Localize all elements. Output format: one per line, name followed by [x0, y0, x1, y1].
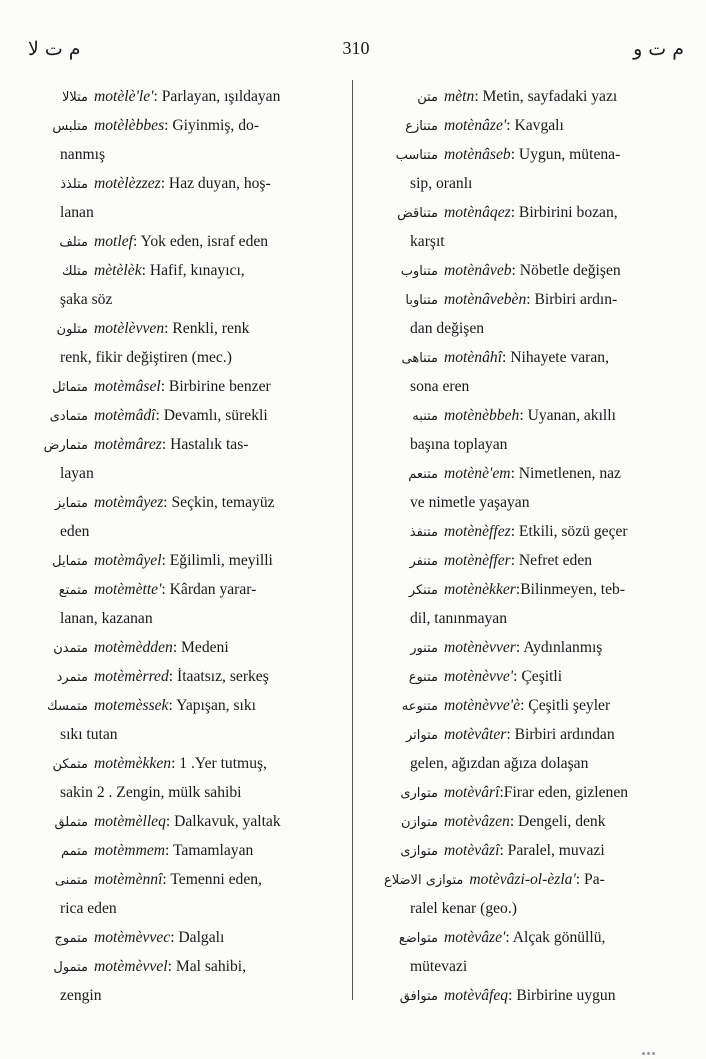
arabic-headword: متواضع — [398, 931, 438, 946]
definition-text: : Uygun, mütena- — [510, 146, 621, 163]
entry-first-line — [34, 372, 344, 401]
dictionary-entry — [34, 227, 344, 256]
dictionary-entry — [34, 691, 344, 749]
definition-text: : Birbirine uygun — [508, 987, 616, 1004]
entry-continuation — [34, 778, 344, 807]
entry-continuation — [34, 285, 344, 314]
transliterated-headword: motèmèkken — [94, 755, 172, 772]
definition-text: sona eren — [410, 378, 470, 395]
definition-text: sakin 2 . Zengin, mülk sahibi — [60, 784, 242, 801]
definition-text: : İtaatsız, serkeş — [168, 668, 269, 685]
transliterated-headword: motènèffer — [444, 552, 511, 569]
definition-text: : Hafif, kınayıcı, — [141, 262, 245, 279]
arabic-headword: متنفر — [409, 554, 438, 569]
transliterated-headword: motèvâter — [444, 726, 507, 743]
entry-continuation — [384, 894, 686, 923]
definition-text: : Eğilimli, meyilli — [161, 552, 273, 569]
arabic-headword: متمول — [53, 960, 88, 975]
entry-first-line — [34, 227, 344, 256]
transliterated-headword: motènèffez — [444, 523, 511, 540]
definition-text: : Temenni eden, — [162, 871, 262, 888]
entry-continuation — [384, 430, 686, 459]
definition-text: : Kavgalı — [506, 117, 564, 134]
entry-continuation — [384, 372, 686, 401]
transliterated-headword: motènâveb — [444, 262, 512, 279]
definition-text: sip, oranlı — [410, 175, 473, 192]
definition-text: : Nöbetle değişen — [511, 262, 621, 279]
definition-text: : Aydınlanmış — [515, 639, 603, 656]
transliterated-headword: motèvâzi-ol-èzla' — [469, 871, 576, 888]
dictionary-entry — [384, 807, 686, 836]
entry-continuation — [384, 169, 686, 198]
transliterated-headword: motèvâze' — [444, 929, 506, 946]
definition-text: zengin — [60, 987, 102, 1004]
arabic-headword: متواتر — [405, 728, 438, 743]
definition-text: : Birbiri ardından — [506, 726, 615, 743]
page-header — [28, 38, 684, 68]
entry-first-line — [384, 256, 686, 285]
dictionary-entry — [384, 575, 686, 633]
entry-first-line — [384, 459, 686, 488]
dictionary-entry — [384, 256, 686, 285]
definition-text: : Metin, sayfadaki yazı — [474, 88, 618, 105]
definition-text: : Mal sahibi, — [167, 958, 246, 975]
arabic-headword: متنفذ — [409, 525, 438, 540]
arabic-headword: متلالا — [61, 90, 88, 105]
transliterated-headword: motèlèvven — [94, 320, 165, 337]
entry-first-line — [34, 923, 344, 952]
arabic-headword: متنازع — [405, 119, 438, 134]
right-column — [384, 82, 686, 1010]
definition-text: : Yapışan, sıkı — [168, 697, 257, 714]
dictionary-entry — [34, 82, 344, 111]
transliterated-headword: motèmâsel — [94, 378, 161, 395]
entry-first-line — [384, 923, 686, 952]
definition-text: : Giyinmiş, do- — [164, 117, 260, 134]
dictionary-entry — [34, 662, 344, 691]
transliterated-headword: motèlè'le' — [94, 88, 154, 105]
transliterated-headword: motènâseb — [444, 146, 511, 163]
transliterated-headword: motèmmem — [94, 842, 166, 859]
definition-text: ve nimetle yaşayan — [410, 494, 530, 511]
arabic-headword: متن — [417, 90, 438, 105]
definition-text: : Haz duyan, hoş- — [160, 175, 271, 192]
dictionary-entry — [384, 343, 686, 401]
dictionary-entry — [384, 633, 686, 662]
dictionary-entry — [384, 198, 686, 256]
entry-continuation — [34, 140, 344, 169]
entry-first-line — [384, 778, 686, 807]
entry-first-line — [384, 401, 686, 430]
definition-text: : Parlayan, ışıldayan — [153, 88, 281, 105]
dictionary-entry — [384, 401, 686, 459]
entry-continuation — [34, 198, 344, 227]
definition-text: : Dalkavuk, yaltak — [165, 813, 281, 830]
dictionary-entry — [34, 633, 344, 662]
transliterated-headword: motemèssek — [94, 697, 169, 714]
dictionary-entry — [384, 517, 686, 546]
transliterated-headword: motèmârez — [94, 436, 162, 453]
arabic-headword: متمايز — [54, 496, 88, 511]
dictionary-entry — [34, 575, 344, 633]
definition-text: : Seçkin, temayüz — [163, 494, 275, 511]
arabic-headword: متنبه — [412, 409, 438, 424]
definition-text: : Devamlı, sürekli — [155, 407, 268, 424]
definition-text: dil, tanınmayan — [410, 610, 508, 627]
definition-text: lanan — [60, 204, 94, 221]
entry-first-line — [34, 749, 344, 778]
definition-text: karşıt — [410, 233, 445, 250]
entry-first-line — [384, 343, 686, 372]
transliterated-headword: mètn — [444, 88, 475, 105]
arabic-headword: متمرد — [56, 670, 88, 685]
definition-text: : Uyanan, akıllı — [519, 407, 616, 424]
entry-first-line — [34, 82, 344, 111]
entry-first-line — [384, 865, 686, 894]
arabic-headword: متلذذ — [60, 177, 88, 192]
dictionary-entry — [384, 546, 686, 575]
entry-first-line — [384, 198, 686, 227]
definition-text: mütevazi — [410, 958, 468, 975]
arabic-headword: متناسب — [395, 148, 438, 163]
transliterated-headword: motèmâyez — [94, 494, 164, 511]
arabic-headword: متنور — [410, 641, 438, 656]
entry-continuation — [34, 517, 344, 546]
arabic-headword: متوافق — [399, 989, 438, 1004]
entry-first-line — [384, 836, 686, 865]
definition-text: : 1 .Yer tutmuş, — [171, 755, 267, 772]
entry-first-line — [34, 488, 344, 517]
transliterated-headword: motèlèbbes — [94, 117, 165, 134]
entry-first-line — [384, 691, 686, 720]
definition-text: : Çeşitli — [513, 668, 563, 685]
entry-first-line — [34, 836, 344, 865]
entry-first-line — [384, 517, 686, 546]
dictionary-entry — [384, 923, 686, 981]
definition-text: ralel kenar (geo.) — [410, 900, 517, 917]
transliterated-headword: motèmèrred — [94, 668, 169, 685]
transliterated-headword: motènâze' — [444, 117, 507, 134]
dictionary-entry — [34, 807, 344, 836]
arabic-headword: متنكر — [408, 583, 438, 598]
transliterated-headword: motènâqez — [444, 204, 511, 221]
definition-text: gelen, ağızdan ağıza dolaşan — [410, 755, 589, 772]
dictionary-entry — [34, 169, 344, 227]
left-column — [34, 82, 344, 1010]
dictionary-entry — [34, 111, 344, 169]
definition-text: : Nihayete varan, — [502, 349, 609, 366]
footer-dots — [642, 1040, 660, 1046]
entry-continuation — [384, 604, 686, 633]
arabic-headword: متمكن — [52, 757, 88, 772]
entry-first-line — [384, 807, 686, 836]
entry-continuation — [34, 720, 344, 749]
transliterated-headword: motènèvve'è — [444, 697, 521, 714]
dictionary-entry — [34, 836, 344, 865]
definition-text: sıkı tutan — [60, 726, 118, 743]
entry-first-line — [34, 633, 344, 662]
dictionary-entry — [34, 401, 344, 430]
entry-continuation — [34, 343, 344, 372]
dictionary-entry — [384, 691, 686, 720]
entry-first-line — [34, 865, 344, 894]
definition-text: eden — [60, 523, 90, 540]
transliterated-headword: motènè'em — [444, 465, 511, 482]
transliterated-headword: motènâvebèn — [444, 291, 527, 308]
definition-text: başına toplayan — [410, 436, 508, 453]
arabic-headword: متمتع — [58, 583, 88, 598]
entry-first-line — [384, 662, 686, 691]
header-left-guideword: م ت لا — [28, 38, 81, 60]
entry-continuation — [384, 488, 686, 517]
transliterated-headword: motèmètte' — [94, 581, 162, 598]
dictionary-entry — [34, 923, 344, 952]
entry-continuation — [384, 952, 686, 981]
arabic-headword: متناوبا — [405, 293, 438, 308]
transliterated-headword: motlef — [94, 233, 133, 250]
arabic-headword: متماثل — [52, 380, 88, 395]
entry-continuation — [34, 459, 344, 488]
transliterated-headword: motènèkker — [444, 581, 516, 598]
definition-text: : Nefret eden — [510, 552, 593, 569]
definition-text: : Tamamlayan — [165, 842, 254, 859]
transliterated-headword: motèmèvvel — [94, 958, 168, 975]
dictionary-entry — [34, 952, 344, 1010]
definition-text: dan değişen — [410, 320, 485, 337]
arabic-headword: متناهى — [401, 351, 438, 366]
definition-text: : Medeni — [172, 639, 229, 656]
entry-continuation — [34, 894, 344, 923]
definition-text: :Bilinmeyen, teb- — [515, 581, 626, 598]
arabic-headword: متمدن — [53, 641, 88, 656]
arabic-headword: متناوب — [400, 264, 438, 279]
dictionary-entry — [34, 488, 344, 546]
arabic-headword: متوارى — [400, 786, 438, 801]
arabic-headword: متنوع — [408, 670, 438, 685]
definition-text: nanmış — [60, 146, 106, 163]
arabic-headword: متوازى الاضلاع — [384, 873, 464, 888]
entry-first-line — [384, 285, 686, 314]
transliterated-headword: mètèlèk — [94, 262, 142, 279]
arabic-headword: متمادى — [49, 409, 88, 424]
definition-text: rica eden — [60, 900, 117, 917]
definition-text: : Dengeli, denk — [509, 813, 606, 830]
dictionary-entry — [34, 546, 344, 575]
entry-first-line — [34, 952, 344, 981]
entry-continuation — [384, 314, 686, 343]
definition-text: : Renkli, renk — [164, 320, 250, 337]
arabic-headword: متملق — [54, 815, 88, 830]
arabic-headword: متوازى — [400, 844, 438, 859]
transliterated-headword: motènâhî — [444, 349, 503, 366]
entry-first-line — [34, 111, 344, 140]
dictionary-entry — [384, 285, 686, 343]
arabic-headword: متمايل — [52, 554, 88, 569]
dictionary-entry — [34, 314, 344, 372]
definition-text: : Yok eden, israf eden — [132, 233, 269, 250]
transliterated-headword: motèlèzzez — [94, 175, 161, 192]
entry-first-line — [384, 82, 686, 111]
definition-text: : Kârdan yarar- — [161, 581, 257, 598]
entry-first-line — [34, 691, 344, 720]
page-number: 310 — [342, 38, 370, 58]
definition-text: renk, fikir değiştiren (mec.) — [60, 349, 232, 366]
dictionary-entry — [384, 720, 686, 778]
dictionary-entry — [384, 865, 686, 923]
entry-continuation — [34, 981, 344, 1010]
entry-first-line — [384, 140, 686, 169]
transliterated-headword: motèmènnî — [94, 871, 163, 888]
definition-text: : Pa- — [575, 871, 605, 888]
entry-first-line — [34, 807, 344, 836]
definition-text: : Alçak gönüllü, — [505, 929, 606, 946]
definition-text: : Dalgalı — [170, 929, 225, 946]
definition-text: : Birbirine benzer — [160, 378, 271, 395]
definition-text: : Etkili, sözü geçer — [510, 523, 628, 540]
entry-first-line — [34, 430, 344, 459]
arabic-headword: متناقض — [397, 206, 438, 221]
arabic-headword: متنعم — [408, 467, 438, 482]
transliterated-headword: motènèvver — [444, 639, 516, 656]
transliterated-headword: motèvâzen — [444, 813, 510, 830]
entry-first-line — [384, 633, 686, 662]
dictionary-entry — [384, 111, 686, 140]
definition-text: layan — [60, 465, 94, 482]
column-divider — [352, 80, 353, 1000]
entry-first-line — [34, 314, 344, 343]
arabic-headword: متلبس — [52, 119, 88, 134]
dictionary-entry — [34, 865, 344, 923]
transliterated-headword: motènèvve' — [444, 668, 514, 685]
transliterated-headword: motèvâfeq — [444, 987, 509, 1004]
arabic-headword: متمم — [60, 844, 88, 859]
transliterated-headword: motèvâzî — [444, 842, 500, 859]
entry-first-line — [384, 720, 686, 749]
transliterated-headword: motèvârî — [444, 784, 500, 801]
arabic-headword: متلف — [59, 235, 88, 250]
transliterated-headword: motèmèdden — [94, 639, 173, 656]
dictionary-entry — [384, 836, 686, 865]
dictionary-entry — [34, 256, 344, 314]
arabic-headword: متلك — [61, 264, 88, 279]
entry-first-line — [34, 256, 344, 285]
entry-first-line — [34, 575, 344, 604]
dictionary-entry — [384, 662, 686, 691]
arabic-headword: متمنى — [54, 873, 88, 888]
entry-continuation — [384, 227, 686, 256]
entry-first-line — [34, 169, 344, 198]
entry-first-line — [384, 546, 686, 575]
entry-first-line — [384, 981, 686, 1010]
dictionary-entry — [34, 749, 344, 807]
definition-text: : Çeşitli şeyler — [520, 697, 611, 714]
definition-text: : Birbiri ardın- — [526, 291, 618, 308]
arabic-headword: متمسك — [47, 699, 88, 714]
definition-text: :Firar eden, gizlenen — [499, 784, 629, 801]
dictionary-entry — [34, 430, 344, 488]
dictionary-entry — [384, 459, 686, 517]
arabic-headword: متنوعه — [401, 699, 438, 714]
entry-first-line — [384, 575, 686, 604]
entry-first-line — [34, 546, 344, 575]
definition-text: : Birbirini bozan, — [510, 204, 618, 221]
entry-first-line — [34, 401, 344, 430]
dictionary-entry — [384, 140, 686, 198]
arabic-headword: متوازن — [400, 815, 438, 830]
header-right-guideword: م ت و — [633, 38, 684, 60]
transliterated-headword: motènèbbeh — [444, 407, 520, 424]
entry-first-line — [384, 111, 686, 140]
arabic-headword: متمارض — [43, 438, 88, 453]
dictionary-entry — [34, 372, 344, 401]
entry-continuation — [34, 604, 344, 633]
definition-text: lanan, kazanan — [60, 610, 153, 627]
definition-text: : Hastalık tas- — [161, 436, 249, 453]
definition-text: : Paralel, muvazi — [499, 842, 605, 859]
definition-text: : Nimetlenen, naz — [510, 465, 621, 482]
arabic-headword: متموج — [54, 931, 88, 946]
transliterated-headword: motèmèlleq — [94, 813, 166, 830]
dictionary-entry — [384, 981, 686, 1010]
definition-text: şaka söz — [60, 291, 113, 308]
arabic-headword: متلون — [56, 322, 88, 337]
transliterated-headword: motèmâyel — [94, 552, 162, 569]
dictionary-entry — [384, 82, 686, 111]
transliterated-headword: motèmâdî — [94, 407, 156, 424]
entry-first-line — [34, 662, 344, 691]
transliterated-headword: motèmèvvec — [94, 929, 171, 946]
entry-continuation — [384, 749, 686, 778]
dictionary-entry — [384, 778, 686, 807]
